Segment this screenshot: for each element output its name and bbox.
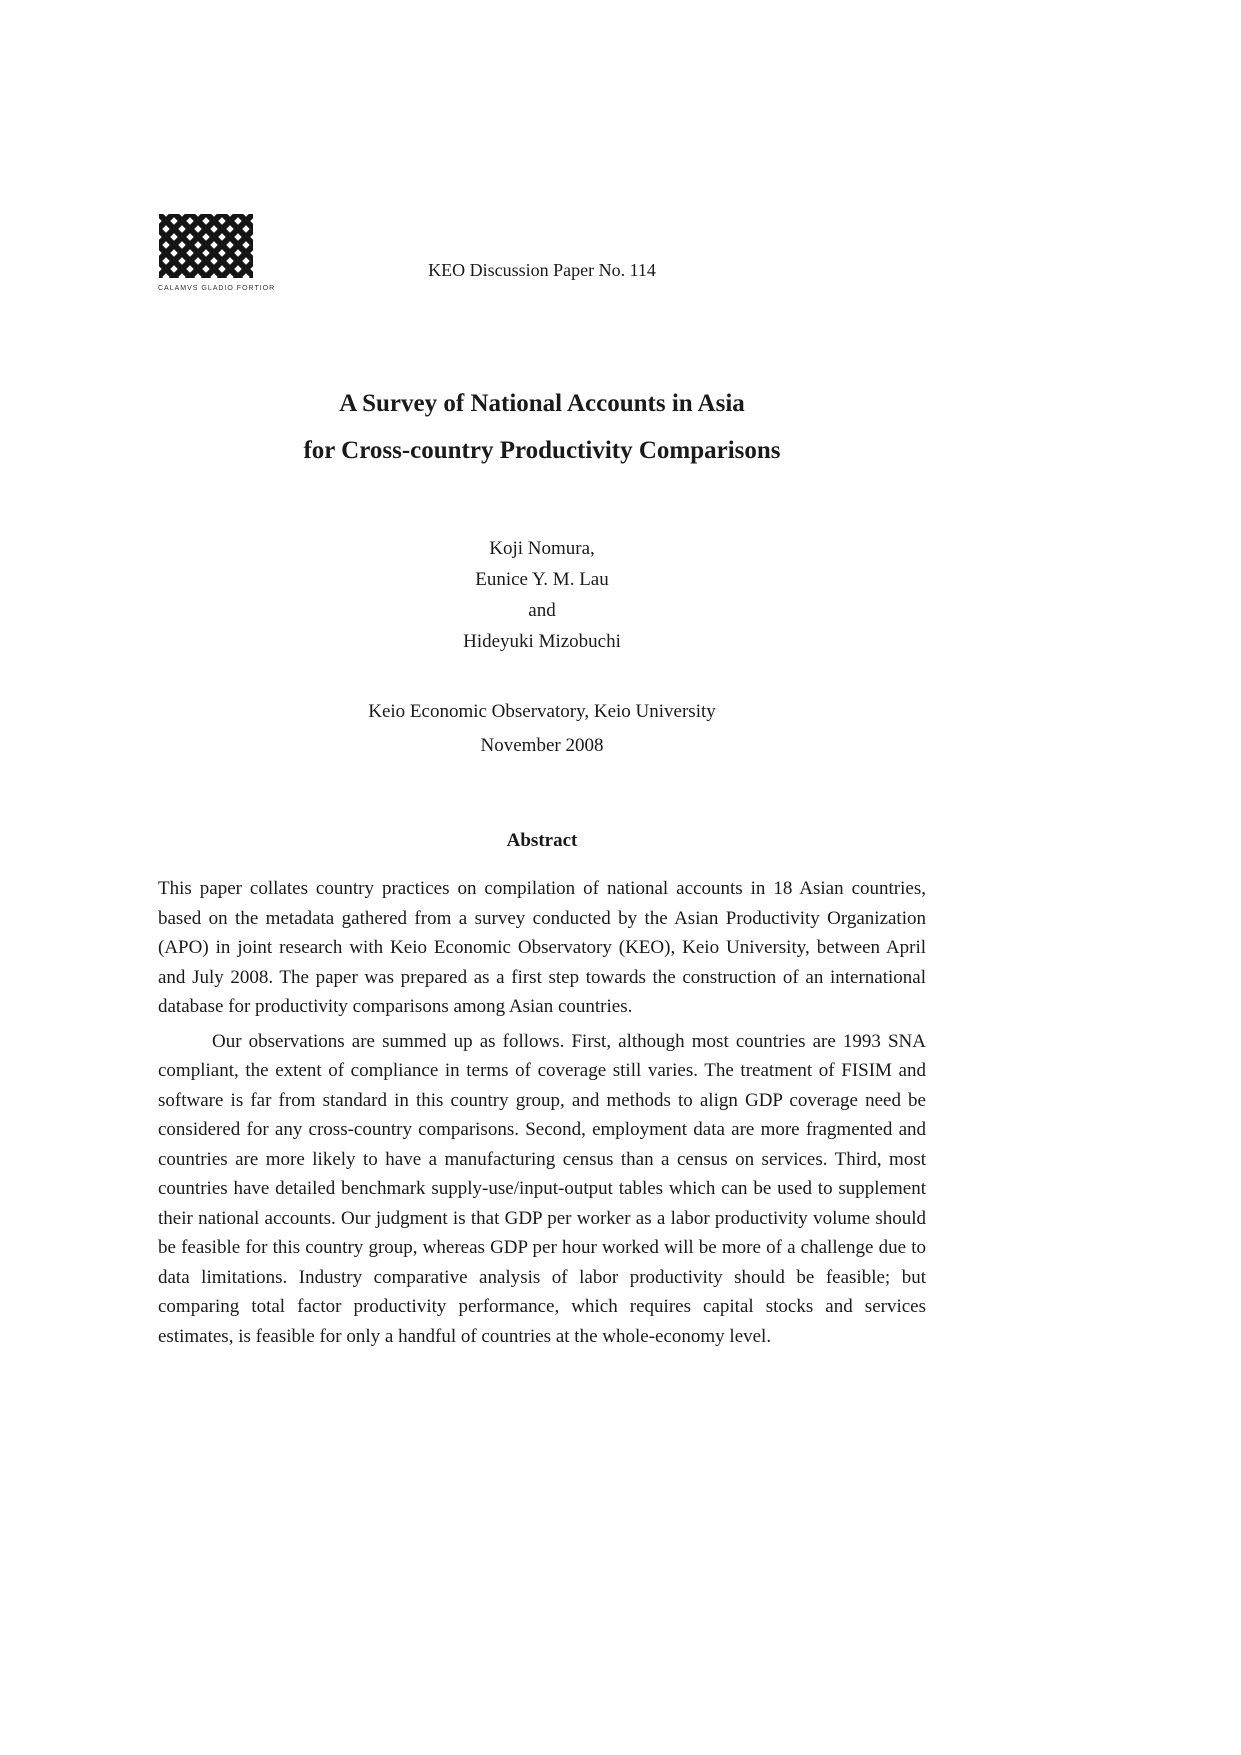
authors-block — [158, 533, 926, 657]
paper-number: KEO Discussion Paper No. 114 — [428, 260, 656, 280]
abstract-heading: Abstract — [506, 830, 578, 851]
author-name: Eunice Y. M. Lau — [475, 569, 609, 590]
author-conjunction: and — [528, 600, 556, 621]
author-name: Koji Nomura, — [489, 538, 595, 559]
paper-title-line2: for Cross-country Productivity Comparisons — [303, 437, 781, 464]
abstract-paragraph-2: Our observations are summed up as follows. First, although most countries are 1993 SNA compliant, the extent of compliance in terms of coverage still varies. The treatment of FISIM and software is far from standard in this country group, and methods to align GDP coverage need be considered for any cross-country comparisons. Second, employment data are more fragmented and countries are more likely to have a manufacturing census than a census on services. Third, most countries have detailed benchmark supply-use/input-output tables which can be used to supplement their national accounts. Our judgment is that GDP per worker as a labor productivity volume should be feasible for this country group, whereas GDP per hour worked will be more of a challenge due to data limitations. Industry comparative analysis of labor productivity should be feasible; but comparing total factor productivity performance, which requires capital stocks and services estimates, is feasible for only a handful of countries at the whole-economy level. — [158, 1030, 926, 1347]
logo-caption: CALAMVS GLADIO FORTIOR — [158, 285, 276, 292]
publication-date: November 2008 — [480, 735, 604, 756]
abstract-paragraph-1: This paper collates country practices on compilation of national accounts in 18 Asian countries, based on the metadata gathered from a survey conducted by the Asian Productivity Organization (APO) in joint research with Keio Economic Observatory (KEO), Keio University, between April and July 2008. The paper was prepared as a first step towards the construction of an international database for productivity comparisons among Asian countries. — [158, 878, 926, 1017]
paper-title — [158, 380, 926, 474]
content-column — [158, 0, 926, 1755]
abstract-body — [158, 874, 926, 1351]
affiliation-block — [158, 695, 926, 763]
affiliation-institution: Keio Economic Observatory, Keio University — [368, 701, 716, 722]
paper-title-line1: A Survey of National Accounts in Asia — [339, 390, 745, 417]
author-name: Hideyuki Mizobuchi — [463, 631, 621, 652]
